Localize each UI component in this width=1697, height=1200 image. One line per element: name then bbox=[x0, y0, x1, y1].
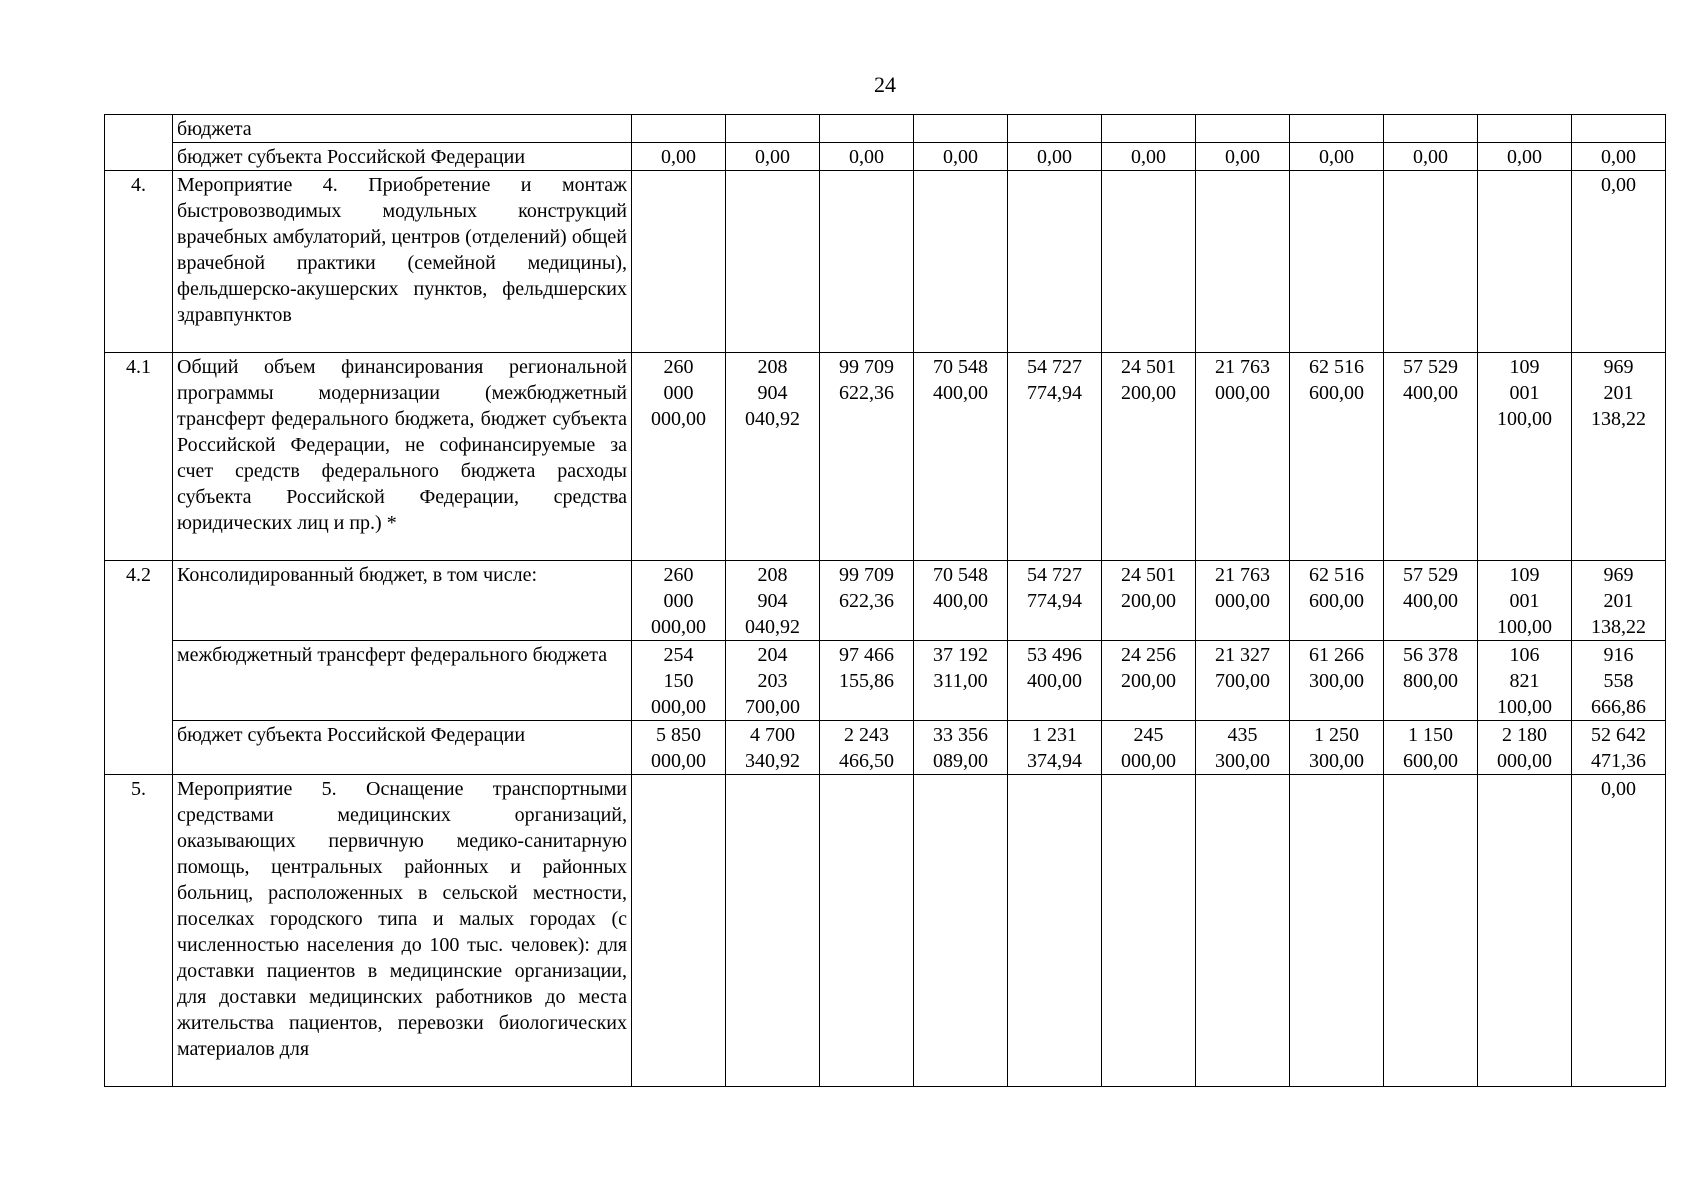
value-cell bbox=[820, 115, 914, 143]
value-cell bbox=[1008, 115, 1102, 143]
value-cell: 21 763 000,00 bbox=[1196, 561, 1290, 641]
value-cell: 57 529 400,00 bbox=[1384, 353, 1478, 561]
row-description: бюджет субъекта Российской Федерации bbox=[173, 721, 632, 775]
value-cell bbox=[1196, 171, 1290, 353]
value-cell bbox=[914, 171, 1008, 353]
value-cell: 24 501 200,00 bbox=[1102, 561, 1196, 641]
row-description: бюджет субъекта Российской Федерации bbox=[173, 143, 632, 171]
row-description: межбюджетный трансферт федерального бюджета bbox=[173, 641, 632, 721]
row-description: Общий объем финансирования региональной программы модернизации (межбюджетный трансферт федерального бюджета, бюджет субъекта Российской Федерации, не софинансируемые за счет средств федерального бюджета расходы субъекта Российской Федерации, средства юридических лиц и пр.) * bbox=[173, 353, 632, 561]
value-cell bbox=[1384, 115, 1478, 143]
value-cell: 204 203 700,00 bbox=[726, 641, 820, 721]
value-cell: 54 727 774,94 bbox=[1008, 561, 1102, 641]
value-cell: 5 850 000,00 bbox=[632, 721, 726, 775]
value-cell bbox=[1290, 775, 1384, 1087]
row-number: 5. bbox=[105, 775, 173, 1087]
value-cell bbox=[1102, 171, 1196, 353]
table-row bbox=[105, 115, 1666, 143]
value-cell bbox=[632, 775, 726, 1087]
value-cell: 62 516 600,00 bbox=[1290, 353, 1384, 561]
value-cell: 99 709 622,36 bbox=[820, 353, 914, 561]
value-cell bbox=[1478, 115, 1572, 143]
value-cell: 969 201 138,22 bbox=[1572, 353, 1666, 561]
table-row bbox=[105, 353, 1666, 561]
value-cell bbox=[726, 775, 820, 1087]
value-cell: 208 904 040,92 bbox=[726, 353, 820, 561]
value-cell bbox=[1008, 171, 1102, 353]
value-cell bbox=[1102, 775, 1196, 1087]
value-cell: 109 001 100,00 bbox=[1478, 561, 1572, 641]
value-cell bbox=[726, 115, 820, 143]
value-cell: 21 327 700,00 bbox=[1196, 641, 1290, 721]
value-cell: 54 727 774,94 bbox=[1008, 353, 1102, 561]
row-description: Консолидированный бюджет, в том числе: bbox=[173, 561, 632, 641]
value-cell: 99 709 622,36 bbox=[820, 561, 914, 641]
row-number: 4. bbox=[105, 171, 173, 353]
value-cell bbox=[1290, 115, 1384, 143]
table-row bbox=[105, 171, 1666, 353]
value-cell bbox=[632, 115, 726, 143]
value-cell bbox=[1196, 115, 1290, 143]
value-cell: 245 000,00 bbox=[1102, 721, 1196, 775]
page-number: 24 bbox=[874, 72, 896, 97]
value-cell: 1 231 374,94 bbox=[1008, 721, 1102, 775]
value-cell: 1 250 300,00 bbox=[1290, 721, 1384, 775]
table-row bbox=[105, 561, 1666, 641]
value-cell: 57 529 400,00 bbox=[1384, 561, 1478, 641]
value-cell: 0,00 bbox=[1572, 775, 1666, 1087]
value-cell bbox=[726, 171, 820, 353]
value-cell: 0,00 bbox=[1102, 143, 1196, 171]
value-cell: 4 700 340,92 bbox=[726, 721, 820, 775]
row-description: Мероприятие 4. Приобретение и монтаж быстровозводимых модульных конструкций врачебных амбулаторий, центров (отделений) общей врачебной практики (семейной медицины), фельдшерско-акушерских пунктов, фельдшерских здравпунктов bbox=[173, 171, 632, 353]
value-cell: 97 466 155,86 bbox=[820, 641, 914, 721]
row-number: 4.1 bbox=[105, 353, 173, 561]
value-cell bbox=[1102, 115, 1196, 143]
value-cell: 0,00 bbox=[1572, 171, 1666, 353]
value-cell: 0,00 bbox=[1290, 143, 1384, 171]
value-cell: 0,00 bbox=[1478, 143, 1572, 171]
value-cell bbox=[1478, 171, 1572, 353]
value-cell: 21 763 000,00 bbox=[1196, 353, 1290, 561]
value-cell: 109 001 100,00 bbox=[1478, 353, 1572, 561]
value-cell: 0,00 bbox=[1008, 143, 1102, 171]
value-cell: 0,00 bbox=[1572, 143, 1666, 171]
table-row bbox=[105, 721, 1666, 775]
value-cell: 53 496 400,00 bbox=[1008, 641, 1102, 721]
value-cell: 24 256 200,00 bbox=[1102, 641, 1196, 721]
value-cell: 70 548 400,00 bbox=[914, 353, 1008, 561]
value-cell: 208 904 040,92 bbox=[726, 561, 820, 641]
row-description: бюджета bbox=[173, 115, 632, 143]
value-cell: 62 516 600,00 bbox=[1290, 561, 1384, 641]
value-cell: 0,00 bbox=[820, 143, 914, 171]
value-cell bbox=[1572, 115, 1666, 143]
value-cell: 969 201 138,22 bbox=[1572, 561, 1666, 641]
value-cell: 37 192 311,00 bbox=[914, 641, 1008, 721]
value-cell: 2 243 466,50 bbox=[820, 721, 914, 775]
value-cell: 0,00 bbox=[914, 143, 1008, 171]
value-cell: 56 378 800,00 bbox=[1384, 641, 1478, 721]
value-cell bbox=[632, 171, 726, 353]
value-cell: 0,00 bbox=[632, 143, 726, 171]
value-cell: 0,00 bbox=[726, 143, 820, 171]
value-cell bbox=[914, 115, 1008, 143]
value-cell: 254 150 000,00 bbox=[632, 641, 726, 721]
value-cell bbox=[1384, 775, 1478, 1087]
value-cell: 260 000 000,00 bbox=[632, 561, 726, 641]
value-cell bbox=[914, 775, 1008, 1087]
value-cell: 2 180 000,00 bbox=[1478, 721, 1572, 775]
value-cell bbox=[820, 775, 914, 1087]
value-cell bbox=[1196, 775, 1290, 1087]
value-cell bbox=[1008, 775, 1102, 1087]
value-cell: 916 558 666,86 bbox=[1572, 641, 1666, 721]
value-cell: 70 548 400,00 bbox=[914, 561, 1008, 641]
row-number: 4.2 bbox=[105, 561, 173, 775]
value-cell: 52 642 471,36 bbox=[1572, 721, 1666, 775]
value-cell: 1 150 600,00 bbox=[1384, 721, 1478, 775]
value-cell: 260 000 000,00 bbox=[632, 353, 726, 561]
table-row bbox=[105, 775, 1666, 1087]
value-cell: 24 501 200,00 bbox=[1102, 353, 1196, 561]
table-row bbox=[105, 641, 1666, 721]
value-cell: 0,00 bbox=[1384, 143, 1478, 171]
value-cell: 0,00 bbox=[1196, 143, 1290, 171]
financing-table bbox=[104, 114, 1666, 1087]
value-cell bbox=[820, 171, 914, 353]
value-cell bbox=[1290, 171, 1384, 353]
value-cell: 61 266 300,00 bbox=[1290, 641, 1384, 721]
value-cell: 435 300,00 bbox=[1196, 721, 1290, 775]
table-row bbox=[105, 143, 1666, 171]
value-cell: 106 821 100,00 bbox=[1478, 641, 1572, 721]
value-cell bbox=[1384, 171, 1478, 353]
value-cell bbox=[1478, 775, 1572, 1087]
row-number bbox=[105, 115, 173, 171]
value-cell: 33 356 089,00 bbox=[914, 721, 1008, 775]
row-description: Мероприятие 5. Оснащение транспортными средствами медицинских организаций, оказывающих первичную медико-санитарную помощь, центральных районных и районных больниц, расположенных в сельской местности, поселках городского типа и малых городах (с численностью населения до 100 тыс. человек): для доставки пациентов в медицинские организации, для доставки медицинских работников до места жительства пациентов, перевозки биологических материалов для bbox=[173, 775, 632, 1087]
